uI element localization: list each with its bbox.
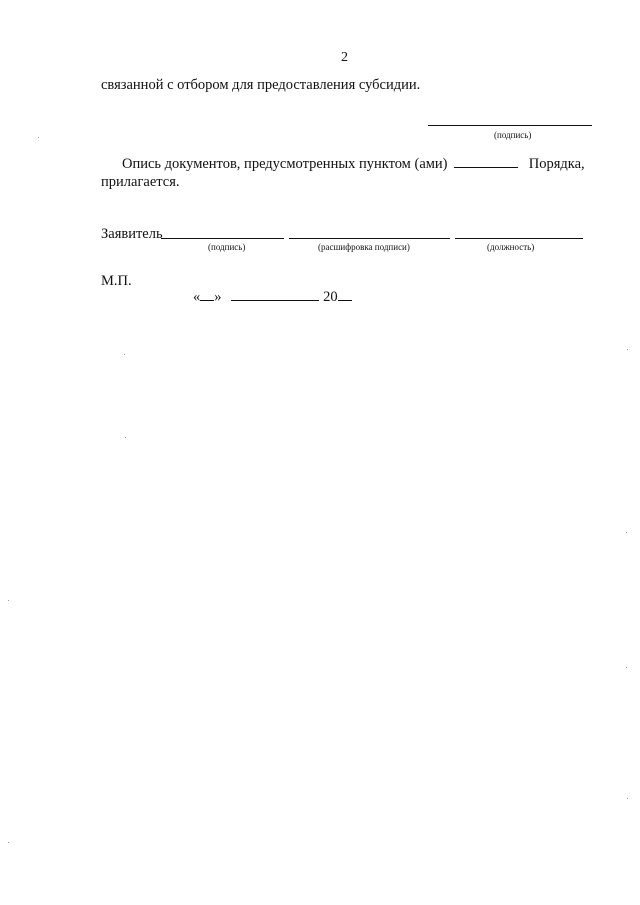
inventory-blank-field	[454, 166, 518, 168]
date-day-blank	[200, 299, 214, 301]
scan-speck	[626, 532, 627, 533]
scan-speck	[125, 437, 126, 438]
date-year-blank	[338, 299, 352, 301]
date-open-quote: «	[193, 289, 201, 305]
scan-speck	[8, 842, 9, 843]
date-close-quote: »	[214, 289, 222, 305]
scan-speck	[626, 667, 627, 668]
applicant-decryption-line	[289, 238, 450, 239]
inventory-line-2: прилагается.	[101, 174, 180, 190]
date-month-blank	[231, 299, 319, 301]
date-line	[193, 289, 352, 306]
applicant-position-caption: (должность)	[487, 242, 535, 252]
scan-speck	[38, 137, 39, 138]
applicant-label: Заявитель	[101, 226, 163, 242]
inventory-line-1-start: Опись документов, предусмотренных пунктом (ами)	[122, 156, 448, 172]
signature-line-top	[428, 125, 592, 126]
applicant-signature-line	[161, 238, 284, 239]
page-number: 2	[341, 50, 348, 65]
scan-speck	[627, 798, 628, 799]
date-year-prefix: 20	[323, 289, 338, 305]
applicant-signature-caption: (подпись)	[208, 242, 246, 252]
inventory-line-1	[122, 156, 585, 173]
scan-speck	[124, 354, 125, 355]
continuation-text: связанной с отбором для предоставления субсидии.	[101, 77, 421, 93]
scan-speck	[8, 600, 9, 601]
signature-caption-top: (подпись)	[494, 130, 532, 140]
applicant-decryption-caption: (расшифровка подписи)	[318, 242, 410, 252]
inventory-line-1-end: Порядка,	[528, 156, 585, 172]
stamp-label: М.П.	[101, 273, 132, 289]
applicant-position-line	[455, 238, 583, 239]
scan-speck	[627, 349, 628, 350]
